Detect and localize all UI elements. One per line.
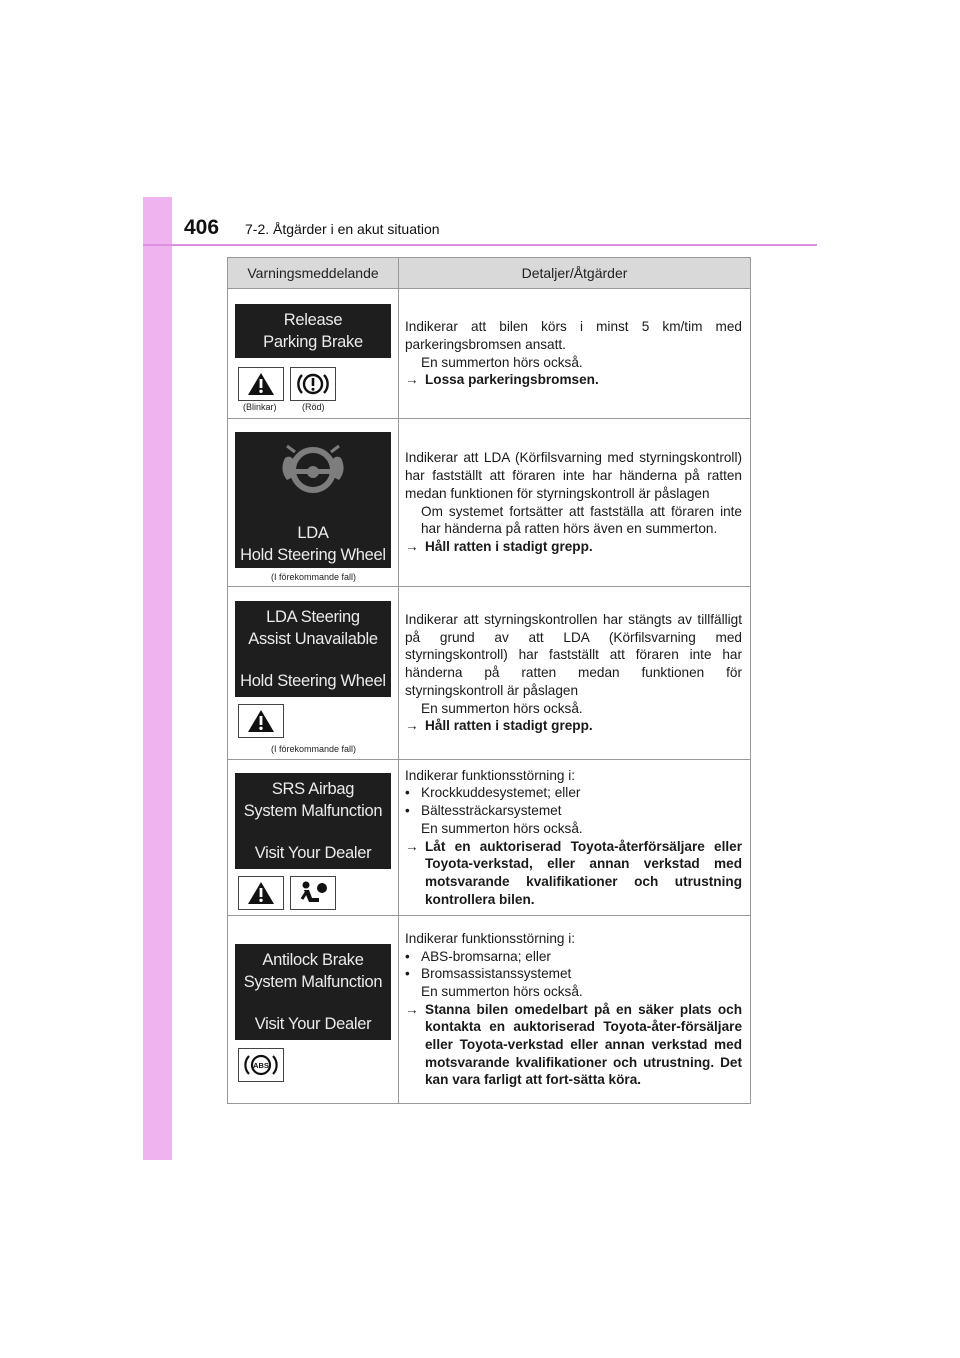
details-cell xyxy=(399,760,751,916)
steering-wheel-icon xyxy=(273,440,353,502)
bullet-text: ABS-bromsarna; eller xyxy=(421,948,551,964)
display-screen xyxy=(235,601,391,697)
arrow-icon: → xyxy=(405,372,419,388)
screen-line: Release xyxy=(283,311,343,329)
detail-note: Om systemet fortsätter att fastställa att föraren inte har händerna på ratten hörs även en summerton. xyxy=(421,503,742,537)
action-label: Stanna bilen omedelbart på en säker plats och kontakta en auktoriserad Toyota-åter-försäljare eller Toyota-verkstad eller annan verkstad med motsvarande kvalifikationer och utrustning. Det kan vara farligt att fort-sätta köra. xyxy=(425,1001,742,1088)
table-row xyxy=(228,419,751,587)
detail-text: Indikerar att LDA (Körfilsvarning med styrningskontroll) har fastställt att föraren inte har händerna på ratten medan funktionen för styrningskontroll är påslagen xyxy=(405,450,742,501)
screen-line: Assist Unavailable xyxy=(248,630,378,648)
action-text xyxy=(405,838,742,909)
bullet-marker: • xyxy=(405,948,410,964)
action-text xyxy=(405,1001,742,1090)
screen-line: Hold Steering Wheel xyxy=(240,672,386,690)
caption-red: (Röd) xyxy=(302,402,325,412)
details-cell xyxy=(399,916,751,1104)
table-row xyxy=(228,916,751,1104)
detail-note: En summerton hörs också. xyxy=(421,983,583,999)
screen-line: LDA Steering xyxy=(266,608,360,626)
detail-note: En summerton hörs också. xyxy=(421,820,583,836)
list-item xyxy=(405,965,742,983)
abs-label: ABS xyxy=(253,1061,269,1070)
arrow-icon: → xyxy=(405,538,419,554)
details-cell xyxy=(399,587,751,760)
list-item xyxy=(405,948,742,966)
message-cell xyxy=(228,916,399,1104)
display-screen xyxy=(235,432,391,568)
warning-triangle-icon xyxy=(246,880,276,906)
caption-blinking: (Blinkar) xyxy=(243,402,277,412)
message-cell xyxy=(228,289,399,419)
airbag-icon xyxy=(296,879,330,907)
airbag-icon-box xyxy=(290,876,336,910)
action-label: Låt en auktoriserad Toyota-återförsäljare eller Toyota-verkstad, eller annan verkstad med motsvarande kvalifikationer och utrustning kontrollera bilen. xyxy=(425,838,742,907)
column-header-message: Varningsmeddelande xyxy=(228,258,399,289)
action-text xyxy=(405,717,742,735)
display-screen xyxy=(235,773,391,869)
brake-icon-box xyxy=(290,367,336,401)
message-cell xyxy=(228,760,399,916)
brake-warning-icon xyxy=(296,370,330,398)
detail-text: Indikerar att styrningskontrollen har stängts av tillfälligt på grund av att LDA (Körfilsvarning med styrningskontroll) har fastställt att föraren inte har händerna på ratten medan funktionen för styrningskontroll är påslagen xyxy=(405,612,742,698)
bullet-text: Bältessträckarsystemet xyxy=(421,803,562,819)
action-label: Lossa parkeringsbromsen. xyxy=(425,372,599,388)
action-text xyxy=(405,371,742,389)
table-row xyxy=(228,760,751,916)
header-rule xyxy=(143,244,817,246)
screen-line: SRS Airbag xyxy=(271,780,355,798)
arrow-icon: → xyxy=(405,718,419,734)
action-label: Håll ratten i stadigt grepp. xyxy=(425,538,593,554)
screen-line: System Malfunction xyxy=(243,802,383,820)
screen-line: LDA xyxy=(297,524,329,542)
screen-line: Hold Steering Wheel xyxy=(240,546,386,564)
abs-warning-icon xyxy=(242,1051,280,1079)
screen-line: Antilock Brake xyxy=(262,951,364,969)
details-cell xyxy=(399,419,751,587)
table-header-row xyxy=(228,258,751,289)
bullet-text: Bromsassistanssystemet xyxy=(421,966,572,982)
caption-if-applicable: (I förekommande fall) xyxy=(270,572,357,582)
detail-text: Indikerar funktionsstörning i: xyxy=(405,930,576,946)
message-cell xyxy=(228,587,399,760)
warning-icon-box xyxy=(238,367,284,401)
warning-icon-box xyxy=(238,704,284,738)
details-cell xyxy=(399,289,751,419)
warning-triangle-icon xyxy=(246,371,276,397)
list-item xyxy=(405,802,742,820)
screen-line: Visit Your Dealer xyxy=(254,1015,372,1033)
detail-text: Indikerar funktionsstörning i: xyxy=(405,767,576,783)
bullet-text: Krockkuddesystemet; eller xyxy=(421,785,581,801)
table-row xyxy=(228,587,751,760)
abs-icon-box xyxy=(238,1048,284,1082)
display-screen xyxy=(235,304,391,358)
message-cell xyxy=(228,419,399,587)
arrow-icon: → xyxy=(405,838,419,854)
warning-icon-box xyxy=(238,876,284,910)
table-row xyxy=(228,289,751,419)
warning-table xyxy=(227,257,751,1104)
side-tab-band xyxy=(143,197,172,1160)
bullet-marker: • xyxy=(405,785,410,801)
list-item xyxy=(405,784,742,802)
bullet-marker: • xyxy=(405,966,410,982)
screen-line: System Malfunction xyxy=(243,973,383,991)
page-number: 406 xyxy=(184,216,220,239)
display-screen xyxy=(235,944,391,1040)
warning-triangle-icon xyxy=(246,708,276,734)
detail-text: Indikerar att bilen körs i minst 5 km/tim med parkeringsbromsen ansatt. xyxy=(405,319,742,352)
action-text xyxy=(405,538,742,556)
detail-note: En summerton hörs också. xyxy=(421,700,583,716)
screen-line: Parking Brake xyxy=(263,333,363,351)
action-label: Håll ratten i stadigt grepp. xyxy=(425,718,593,734)
bullet-marker: • xyxy=(405,803,410,819)
section-title: 7-2. Åtgärder i en akut situation xyxy=(245,221,440,237)
screen-line: Visit Your Dealer xyxy=(254,844,372,862)
detail-note: En summerton hörs också. xyxy=(421,354,583,370)
column-header-details: Detaljer/Åtgärder xyxy=(399,258,751,289)
caption-if-applicable: (I förekommande fall) xyxy=(270,744,357,754)
arrow-icon: → xyxy=(405,1001,419,1017)
